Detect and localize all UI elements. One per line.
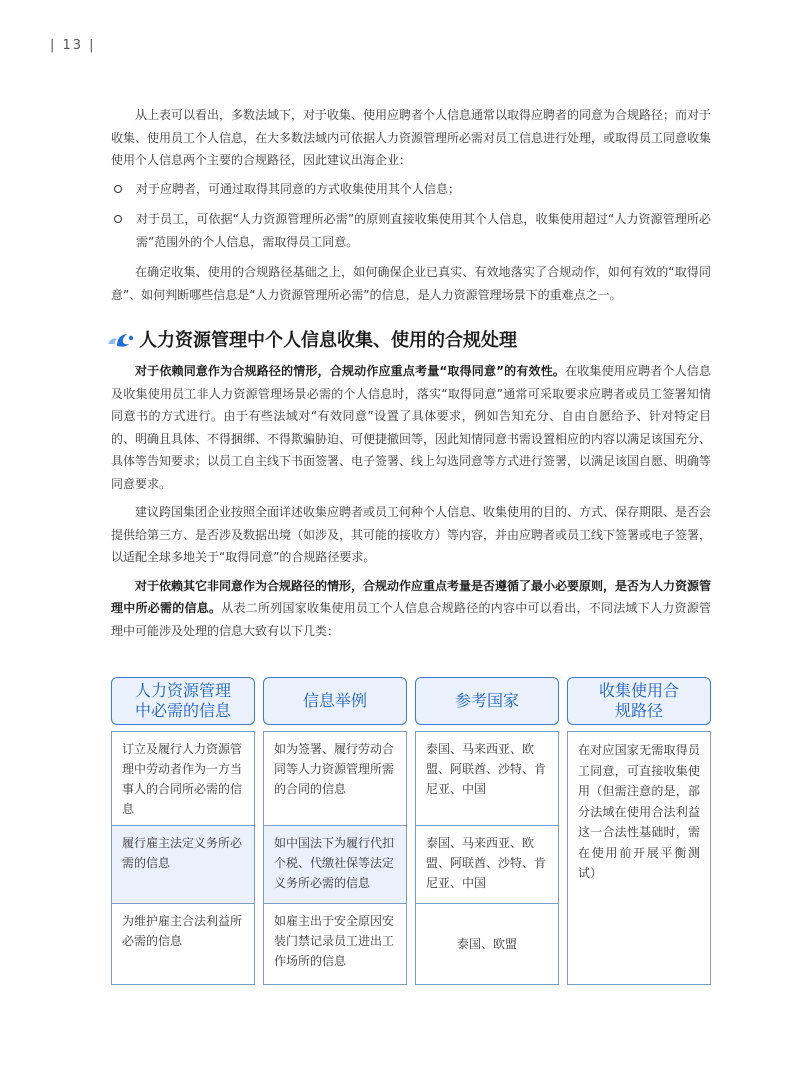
bold-lead: 对于依赖同意作为合规路径的情形，合规动作应重点考量“取得同意”的有效性。 [135, 364, 566, 378]
table-column [415, 731, 559, 985]
paragraph [111, 575, 711, 643]
info-table [111, 677, 711, 987]
table-cell: 泰国、马来西亚、欧盟、阿联酋、沙特、肯尼亚、中国 [416, 732, 558, 826]
table-header: 参考国家 [415, 677, 559, 725]
table-cell: 泰国、马来西亚、欧盟、阿联酋、沙特、肯尼亚、中国 [416, 826, 558, 904]
intro-paragraph: 从上表可以看出，多数法域下，对于收集、使用应聘者个人信息通常以取得应聘者的同意为合规路径；而对于收集、使用员工个人信息，在大多数法域内可依据人力资源管理所必需对员工信息进行处理，或取得员工同意收集使用个人信息两个主要的合规路径，因此建议出海企业： [111, 108, 712, 167]
paragraph: 建议跨国集团企业按照全面详述收集应聘者或员工何种个人信息、收集使用的目的、方式、保存期限、是否会提供给第三方、是否涉及数据出境（如涉及，其可能的接收方）等内容，并由应聘者或员工线下签署或电子签署，以适配全球多地关于“取得同意”的合规路径要求。 [111, 505, 712, 564]
bullet-text: 对于应聘者，可通过取得其同意的方式收集使用其个人信息； [136, 181, 461, 196]
table-column [263, 731, 407, 985]
table-header: 信息举例 [263, 677, 407, 725]
section-title: 人力资源管理中个人信息收集、使用的合规处理 [139, 330, 517, 351]
bullet-item [111, 208, 711, 253]
section-wave-icon [105, 329, 135, 349]
table-cell: 订立及履行人力资源管理中劳动者作为一方当事人的合同所必需的信息 [112, 732, 254, 826]
table-cell: 履行雇主法定义务所必需的信息 [112, 826, 254, 904]
paragraph: 在确定收集、使用的合规路径基础之上，如何确保企业已真实、有效地落实了合规动作，如何有效的“取得同意”、如何判断哪些信息是“人力资源管理所必需”的信息，是人力资源管理场景下的重难点之一。 [111, 265, 711, 302]
bullet-item [111, 178, 711, 201]
table-header: 人力资源管理中必需的信息 [111, 677, 255, 725]
bullet-circle-icon [114, 185, 122, 193]
paragraph [111, 360, 711, 495]
table-header: 收集使用合规路径 [567, 677, 711, 725]
table-cell: 如中国法下为履行代扣个税、代缴社保等法定义务所必需的信息 [264, 826, 406, 904]
section-heading [105, 326, 711, 352]
page-number: | 13 | [50, 38, 96, 53]
paragraph-text: 从表二所列国家收集使用员工个人信息合规路径的内容中可以看出，不同法域下人力资源管理中可能涉及处理的信息大致有以下几类： [111, 601, 711, 638]
table-cell: 如雇主出于安全原因安装门禁记录员工进出工作场所的信息 [274, 914, 395, 968]
bullet-circle-icon [114, 215, 122, 223]
bullet-text: 对于员工，可依据“人力资源管理所必需”的原则直接收集使用其个人信息，收集使用超过“人力资源管理所必需”范围外的个人信息，需取得员工同意。 [136, 212, 711, 249]
table-merged-cell: 在对应国家无需取得员工同意，可直接收集使用（但需注意的是，部分法域在使用合法利益这一合法性基础时，需在使用前开展平衡测试） [567, 731, 711, 985]
table-column [111, 731, 255, 985]
table-cell: 如为签署、履行劳动合同等人力资源管理所需的合同的信息 [264, 732, 406, 826]
bold-lead: 对于依赖其它非同意作为合规路径的情形，合规动作应重点考量是否遵循了最小必要原则，是否为人力资源管理中所必需的信息。 [111, 578, 712, 615]
table-cell: 泰国、欧盟 [456, 937, 517, 951]
paragraph-text: 在收集使用应聘者个人信息及收集使用员工非人力资源管理场景必需的个人信息时，落实“取得同意”通常可采取要求应聘者或员工签署知情同意书的方式进行。由于有些法域对“有效同意”设置了具体要求，例如告知充分、自由自愿给予、针对特定目的、明确且具体、不得捆绑、不得欺骗胁迫、可便捷撤回等，因此知情同意书需设置相应的内容以满足该国充分、具体等告知要求；以员工自主线下书面签署、电子签署、线上勾选同意等方式进行签署，以满足该国自愿、明确等同意要求。 [111, 364, 712, 491]
main-content [111, 104, 711, 648]
table-cell: 为维护雇主合法利益所必需的信息 [122, 914, 243, 948]
